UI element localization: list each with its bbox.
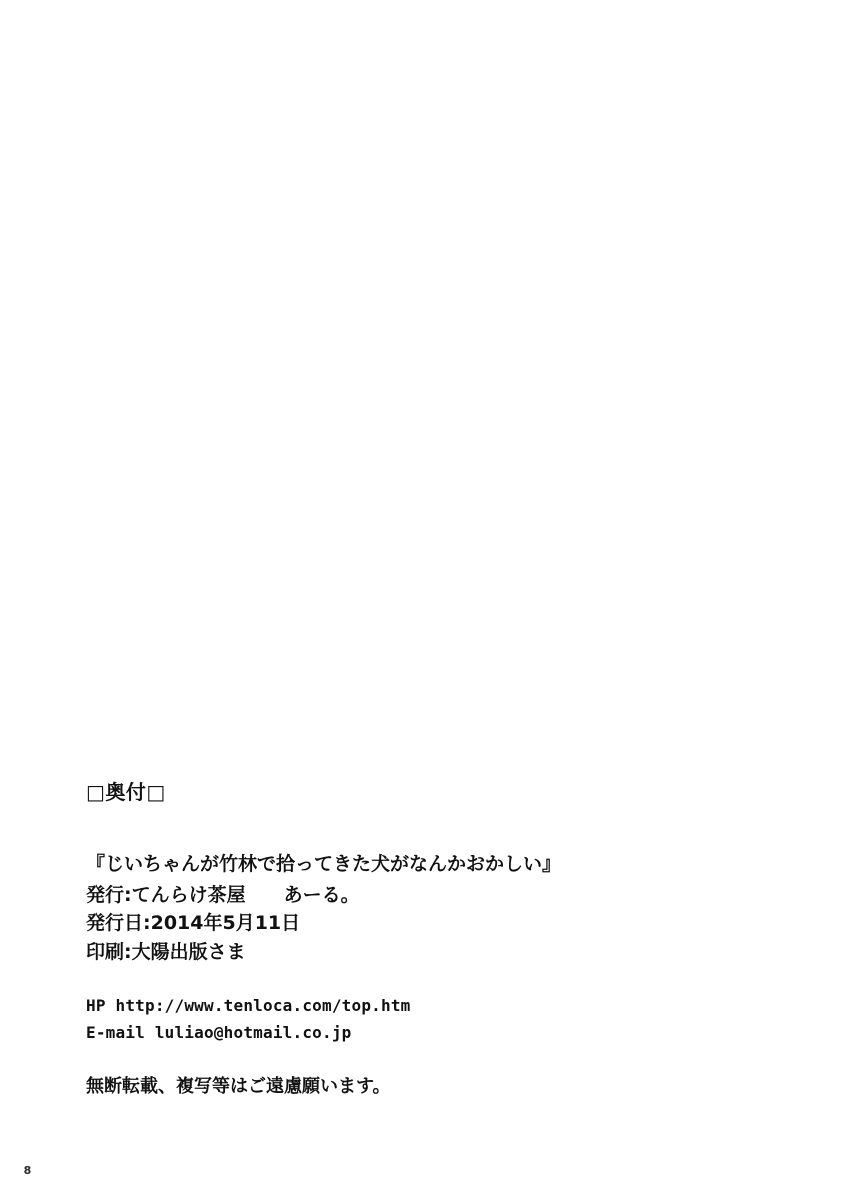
work-title: 『じいちゃんが竹林で拾ってきた犬がなんかおかしい』 [86, 853, 562, 875]
copyright-notice: 無断転載、複写等はご遠慮願います。 [86, 1075, 391, 1097]
email-line[interactable]: E-mail luliao@hotmail.co.jp [86, 1022, 352, 1042]
page-number: 8 [21, 1164, 34, 1177]
publisher-line: 発行:てんらけ茶屋 あーる。 [86, 883, 360, 906]
printer-line: 印刷:大陽出版さま [86, 941, 246, 964]
contact-info [86, 993, 726, 1046]
publication-meta [86, 881, 726, 968]
colophon-heading: □奥付□ [86, 780, 166, 804]
colophon-block [86, 780, 726, 1099]
homepage-line[interactable]: HP http://www.tenloca.com/top.htm [86, 996, 411, 1016]
publication-date-line: 発行日:2014年5月11日 [86, 912, 301, 935]
